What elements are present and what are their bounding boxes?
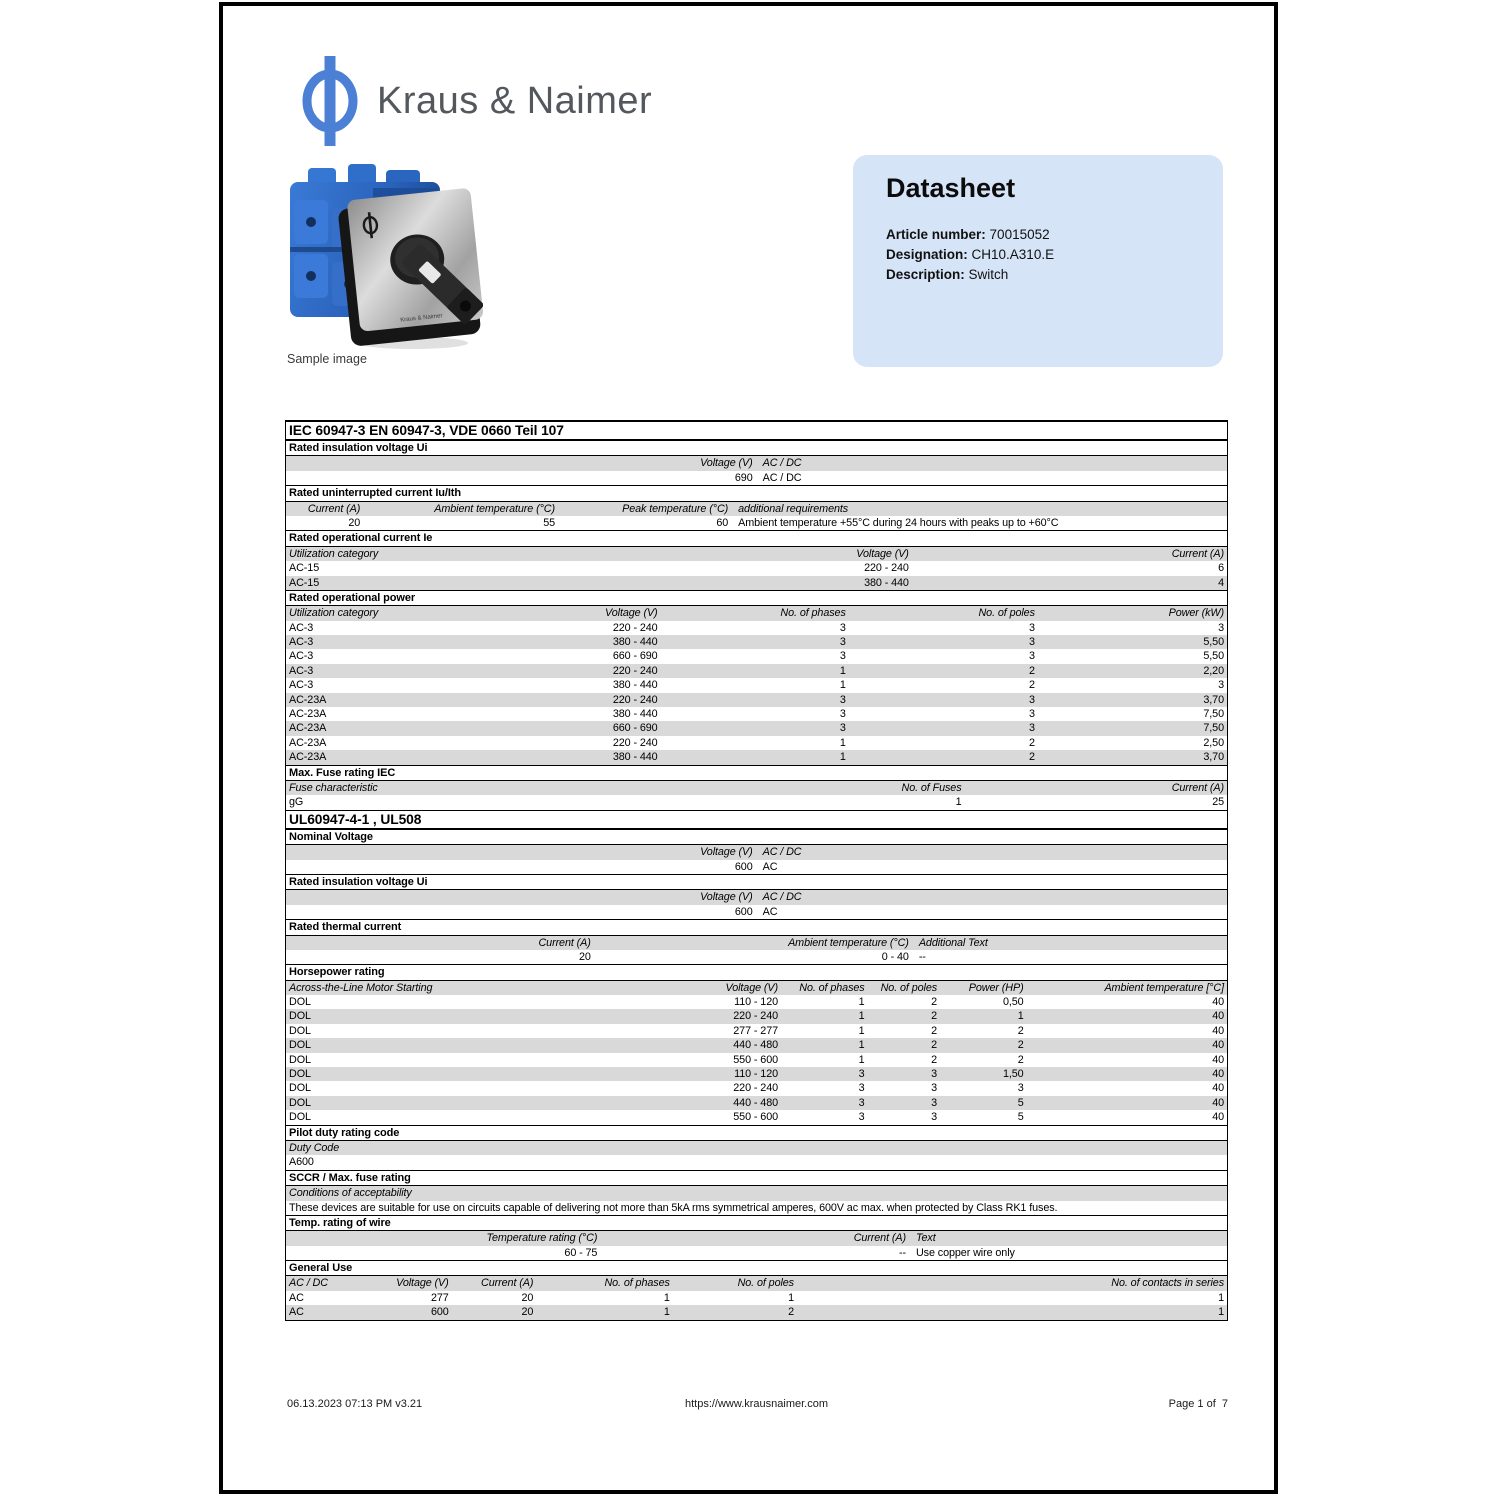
table-cell: No. of poles	[880, 981, 938, 994]
info-field	[886, 225, 1054, 245]
table-cell: 3,70	[1203, 693, 1224, 706]
table-row	[286, 707, 1227, 721]
table-cell: 2	[931, 1039, 938, 1052]
table-cell: Use copper wire only	[915, 1246, 1015, 1259]
table-cell: Ambient temperature [°C]	[1104, 981, 1224, 994]
table-cell: 1	[839, 751, 846, 764]
phi-logo-icon	[299, 56, 361, 146]
table-cell: 550 - 600	[733, 1111, 779, 1124]
table-cell: Current (A)	[853, 1232, 906, 1245]
table-cell: 3	[1028, 722, 1035, 735]
info-field-value: 70015052	[989, 227, 1050, 242]
table-cell: DOL	[289, 1068, 311, 1081]
table-cell: Voltage (V)	[605, 607, 658, 620]
table-cell: Utilization category	[289, 607, 379, 620]
section-header: SCCR / Max. fuse rating	[286, 1170, 1227, 1186]
table-row	[286, 1141, 1227, 1155]
table-cell: 1	[858, 1010, 865, 1023]
datasheet-page	[219, 2, 1278, 1494]
table-cell: 1	[858, 1024, 865, 1037]
info-field-label: Description:	[886, 267, 965, 282]
table-cell: Conditions of acceptability	[289, 1187, 412, 1200]
table-cell: 1	[1017, 1010, 1024, 1023]
table-cell: 3	[858, 1068, 865, 1081]
table-row	[286, 860, 1227, 874]
table-row	[286, 781, 1227, 795]
table-cell: 1	[663, 1291, 670, 1304]
table-cell: Current (A)	[481, 1277, 534, 1290]
table-row	[286, 1024, 1227, 1038]
table-cell: AC	[762, 905, 778, 918]
table-cell: 600	[734, 905, 753, 918]
svg-text:Kraus & Naimer: Kraus & Naimer	[400, 313, 443, 324]
table-cell: 40	[1212, 1039, 1224, 1052]
datasheet-fields	[886, 225, 1054, 285]
table-cell: 3	[839, 636, 846, 649]
table-row	[286, 890, 1227, 904]
table-row	[286, 845, 1227, 859]
table-row	[286, 1081, 1227, 1095]
table-cell: Voltage (V)	[700, 457, 753, 470]
info-field	[886, 245, 1054, 265]
table-cell: 380 - 440	[612, 636, 658, 649]
table-cell: 3	[1028, 621, 1035, 634]
table-cell: AC-15	[289, 562, 320, 575]
table-cell: Additional Text	[918, 936, 988, 949]
table-cell: 40	[1212, 1068, 1224, 1081]
table-cell: 20	[521, 1306, 534, 1319]
section-header: Rated operational current Ie	[286, 530, 1227, 546]
table-cell: 3	[839, 722, 846, 735]
product-sample-image	[278, 152, 483, 357]
table-cell: AC-23A	[289, 751, 327, 764]
table-cell: --	[918, 950, 926, 963]
table-cell: AC-3	[289, 679, 314, 692]
table-cell: 220 - 240	[612, 693, 658, 706]
table-cell: AC / DC	[762, 846, 802, 859]
table-cell: 1	[839, 736, 846, 749]
table-cell: additional requirements	[738, 502, 849, 515]
table-row	[286, 750, 1227, 764]
table-cell: 40	[1212, 1010, 1224, 1023]
page-footer	[285, 1398, 1228, 1414]
table-row	[286, 1186, 1227, 1200]
table-row	[286, 678, 1227, 692]
table-cell: AC	[762, 860, 778, 873]
table-row	[286, 1096, 1227, 1110]
table-cell: 2	[1017, 1024, 1024, 1037]
table-cell: DOL	[289, 1039, 311, 1052]
table-row	[286, 1110, 1227, 1124]
sample-image-caption: Sample image	[287, 352, 367, 366]
table-cell: AC / DC	[762, 457, 802, 470]
section-header: Max. Fuse rating IEC	[286, 765, 1227, 781]
table-cell: 55	[543, 516, 555, 529]
table-cell: gG	[289, 796, 304, 809]
table-cell: 1	[788, 1291, 794, 1304]
table-cell: 5,50	[1203, 636, 1224, 649]
table-cell: AC-23A	[289, 708, 327, 721]
table-cell: 7,50	[1203, 722, 1224, 735]
table-cell: 2	[1028, 664, 1035, 677]
section-header: Rated uninterrupted current Iu/Ith	[286, 485, 1227, 501]
table-cell: 40	[1212, 1053, 1224, 1066]
table-cell: DOL	[289, 1010, 311, 1023]
table-cell: 3	[858, 1111, 865, 1124]
table-cell: No. of contacts in series	[1111, 1277, 1224, 1290]
section-header: Pilot duty rating code	[286, 1125, 1227, 1141]
table-cell: 25	[1212, 796, 1224, 809]
table-cell: --	[898, 1246, 906, 1259]
table-row	[286, 693, 1227, 707]
table-row	[286, 1276, 1227, 1290]
table-cell: 1	[1218, 1306, 1224, 1319]
table-cell: 3	[839, 693, 846, 706]
table-cell: DOL	[289, 1096, 311, 1109]
table-cell: AC / DC	[762, 891, 802, 904]
standard-header: IEC 60947-3 EN 60947-3, VDE 0660 Teil 107	[286, 422, 1227, 440]
table-cell: 220 - 240	[733, 1010, 779, 1023]
table-row	[286, 576, 1227, 590]
table-cell: 277	[430, 1291, 449, 1304]
table-cell: 0 - 40	[881, 950, 909, 963]
table-cell: Current (A)	[307, 502, 361, 515]
table-cell: 2	[1028, 751, 1035, 764]
table-cell: 3	[1028, 636, 1035, 649]
table-cell: 2	[1017, 1039, 1024, 1052]
table-cell: Utilization category	[289, 547, 379, 560]
table-cell: 3	[858, 1082, 865, 1095]
table-cell: 1	[1218, 1291, 1224, 1304]
table-cell: Ambient temperature (°C)	[434, 502, 555, 515]
section-header: Rated thermal current	[286, 919, 1227, 935]
table-cell: Power (HP)	[968, 981, 1024, 994]
table-cell: 3	[1028, 650, 1035, 663]
table-cell: 3	[931, 1096, 938, 1109]
table-cell: 1	[839, 664, 846, 677]
table-cell: 550 - 600	[733, 1053, 779, 1066]
table-row	[286, 1291, 1227, 1305]
table-cell: DOL	[289, 1111, 311, 1124]
table-row	[286, 905, 1227, 919]
section-header: General Use	[286, 1260, 1227, 1276]
table-cell: AC-15	[289, 576, 320, 589]
table-cell: 660 - 690	[612, 722, 658, 735]
table-row	[286, 456, 1227, 470]
spec-table	[285, 420, 1228, 1321]
table-cell: Voltage (V)	[725, 981, 779, 994]
table-cell: Temperature rating (°C)	[486, 1232, 598, 1245]
info-field-label: Designation:	[886, 247, 968, 262]
table-cell: 60	[716, 516, 729, 529]
table-cell: DOL	[289, 1082, 311, 1095]
table-cell: 4	[1218, 576, 1224, 589]
table-cell: 3	[1218, 679, 1224, 692]
table-cell: Duty Code	[289, 1141, 340, 1154]
brand-logo	[299, 56, 652, 146]
table-cell: 3	[858, 1096, 865, 1109]
table-cell: AC-3	[289, 664, 314, 677]
table-cell: AC-3	[289, 650, 314, 663]
table-cell: 380 - 440	[612, 708, 658, 721]
table-cell: 5	[1017, 1111, 1024, 1124]
table-row	[286, 1305, 1227, 1319]
table-cell: Current (A)	[1171, 781, 1224, 794]
table-cell: No. of phases	[604, 1277, 670, 1290]
table-cell: 2	[788, 1306, 794, 1319]
info-field-value: CH10.A310.E	[971, 247, 1055, 262]
table-row	[286, 1201, 1227, 1215]
table-cell: 6	[1218, 562, 1224, 575]
table-row	[286, 649, 1227, 663]
table-cell: 380 - 440	[864, 576, 909, 589]
table-row	[286, 950, 1227, 964]
table-cell: AC / DC	[289, 1277, 328, 1290]
section-header: Rated insulation voltage Ui	[286, 440, 1227, 456]
table-row	[286, 502, 1227, 516]
standard-header: UL60947-4-1 , UL508	[286, 810, 1227, 829]
table-cell: 1,50	[1002, 1068, 1024, 1081]
section-header: Temp. rating of wire	[286, 1215, 1227, 1231]
table-cell: AC-3	[289, 621, 314, 634]
table-row	[286, 721, 1227, 735]
table-cell: 220 - 240	[612, 664, 658, 677]
table-cell: 690	[734, 471, 753, 484]
table-row	[286, 664, 1227, 678]
section-header: Rated operational power	[286, 590, 1227, 606]
table-cell: 2	[931, 1053, 938, 1066]
info-field-label: Article number:	[886, 227, 986, 242]
table-cell: 380 - 440	[612, 751, 658, 764]
table-cell: 110 - 120	[734, 996, 779, 1009]
table-cell: AC-23A	[289, 736, 327, 749]
table-cell: 3	[1017, 1082, 1024, 1095]
table-cell: 3	[1028, 693, 1035, 706]
table-cell: A600	[289, 1156, 314, 1169]
table-cell: AC-23A	[289, 693, 327, 706]
table-cell: 1	[858, 1039, 865, 1052]
footer-url[interactable]: https://www.krausnaimer.com	[684, 1398, 829, 1410]
table-cell: 277 - 277	[733, 1024, 779, 1037]
table-cell: Peak temperature (°C)	[622, 502, 729, 515]
table-cell: 1	[839, 679, 846, 692]
table-cell: Voltage (V)	[396, 1277, 449, 1290]
table-cell: AC-3	[289, 636, 314, 649]
table-cell: Text	[915, 1232, 936, 1245]
table-cell: No. of poles	[978, 607, 1035, 620]
table-cell: 5,50	[1203, 650, 1224, 663]
table-cell: 3	[839, 621, 846, 634]
table-row	[286, 1053, 1227, 1067]
table-cell: 2	[1028, 679, 1035, 692]
brand-name: Kraus & Naimer	[377, 79, 653, 122]
table-cell: 440 - 480	[733, 1039, 779, 1052]
table-row	[286, 995, 1227, 1009]
footer-url-wrap	[285, 1398, 1228, 1410]
table-cell: 2	[1017, 1053, 1024, 1066]
table-cell: 1	[858, 996, 865, 1009]
table-cell: 40	[1212, 1096, 1224, 1109]
table-cell: 0,50	[1002, 996, 1024, 1009]
table-cell: 40	[1212, 996, 1224, 1009]
table-row	[286, 606, 1227, 620]
table-cell: 7,50	[1203, 708, 1224, 721]
table-cell: 20	[348, 516, 361, 529]
table-cell: Fuse characteristic	[289, 781, 378, 794]
table-cell: 2	[931, 996, 938, 1009]
table-cell: 3	[1028, 708, 1035, 721]
table-row	[286, 516, 1227, 530]
table-cell: Voltage (V)	[700, 846, 753, 859]
table-cell: Ambient temperature +55°C during 24 hours with peaks up to +60°C	[738, 516, 1059, 529]
table-row	[286, 736, 1227, 750]
table-row	[286, 1067, 1227, 1081]
table-cell: No. of phases	[780, 607, 846, 620]
table-cell: 3	[931, 1068, 938, 1081]
table-cell: 2,20	[1203, 664, 1224, 677]
table-cell: 220 - 240	[864, 562, 909, 575]
section-header: Horsepower rating	[286, 964, 1227, 980]
table-cell: 440 - 480	[733, 1096, 779, 1109]
table-row	[286, 635, 1227, 649]
table-cell: 1	[663, 1306, 670, 1319]
table-row	[286, 1246, 1227, 1260]
table-cell: Power (kW)	[1168, 607, 1224, 620]
table-row	[286, 561, 1227, 575]
table-cell: 5	[1017, 1096, 1024, 1109]
info-field-value: Switch	[968, 267, 1009, 282]
table-cell: 40	[1212, 1024, 1224, 1037]
table-cell: AC / DC	[762, 471, 802, 484]
section-header: Nominal Voltage	[286, 829, 1227, 845]
table-cell: Current (A)	[538, 936, 591, 949]
table-row	[286, 547, 1227, 561]
table-cell: Current (A)	[1171, 547, 1224, 560]
table-row	[286, 1155, 1227, 1169]
table-cell: 2,50	[1203, 736, 1224, 749]
table-row	[286, 471, 1227, 485]
table-cell: 40	[1212, 1082, 1224, 1095]
table-row	[286, 1038, 1227, 1052]
table-cell: 660 - 690	[612, 650, 658, 663]
table-cell: AC-23A	[289, 722, 327, 735]
table-cell: Ambient temperature (°C)	[788, 936, 909, 949]
footer-date: 06.13.2023 07:13 PM v3.21	[287, 1398, 423, 1410]
table-cell: 60 - 75	[564, 1246, 598, 1259]
table-cell: 220 - 240	[612, 621, 658, 634]
table-row	[286, 621, 1227, 635]
datasheet-title: Datasheet	[886, 173, 1016, 203]
table-cell: Across-the-Line Motor Starting	[289, 981, 433, 994]
table-cell: Voltage (V)	[700, 891, 753, 904]
table-cell: 1	[858, 1053, 865, 1066]
table-cell: 220 - 240	[612, 736, 658, 749]
table-cell: AC	[289, 1291, 304, 1304]
table-cell: 2	[931, 1010, 938, 1023]
table-cell: 2	[931, 1024, 938, 1037]
table-cell: DOL	[289, 1053, 311, 1066]
table-cell: Voltage (V)	[856, 547, 909, 560]
table-cell: 3	[931, 1082, 938, 1095]
table-row	[286, 1231, 1227, 1245]
info-field	[886, 265, 1054, 285]
table-cell: 600	[430, 1306, 449, 1319]
table-row	[286, 1009, 1227, 1023]
table-cell: 600	[734, 860, 753, 873]
table-row	[286, 981, 1227, 995]
table-cell: No. of Fuses	[901, 781, 962, 794]
table-cell: 2	[1028, 736, 1035, 749]
table-cell: DOL	[289, 1024, 311, 1037]
table-cell: 220 - 240	[733, 1082, 779, 1095]
table-cell: No. of poles	[737, 1277, 794, 1290]
table-cell: 3,70	[1203, 751, 1224, 764]
datasheet-info-box	[853, 155, 1223, 367]
table-cell: 20	[521, 1291, 534, 1304]
table-cell: 20	[578, 950, 591, 963]
table-cell: 3	[839, 708, 846, 721]
table-cell: 110 - 120	[734, 1068, 779, 1081]
footer-page-number: Page 1 of 7	[1168, 1398, 1228, 1410]
table-cell: 3	[931, 1111, 938, 1124]
table-cell: AC	[289, 1306, 304, 1319]
table-row	[286, 936, 1227, 950]
rotary-cam-switch-photo-icon	[278, 152, 483, 352]
table-cell: 380 - 440	[612, 679, 658, 692]
table-cell: 40	[1212, 1111, 1224, 1124]
table-cell: 1	[955, 796, 962, 809]
table-row	[286, 795, 1227, 809]
table-cell: These devices are suitable for use on circuits capable of delivering not more than 5kA rms symmetrical amperes, 600V ac max. when protected by Class RK1 fuses.	[289, 1201, 1058, 1214]
table-cell: 3	[839, 650, 846, 663]
table-cell: DOL	[289, 996, 311, 1009]
table-cell: No. of phases	[799, 981, 865, 994]
section-header: Rated insulation voltage Ui	[286, 874, 1227, 890]
table-cell: 3	[1218, 621, 1224, 634]
